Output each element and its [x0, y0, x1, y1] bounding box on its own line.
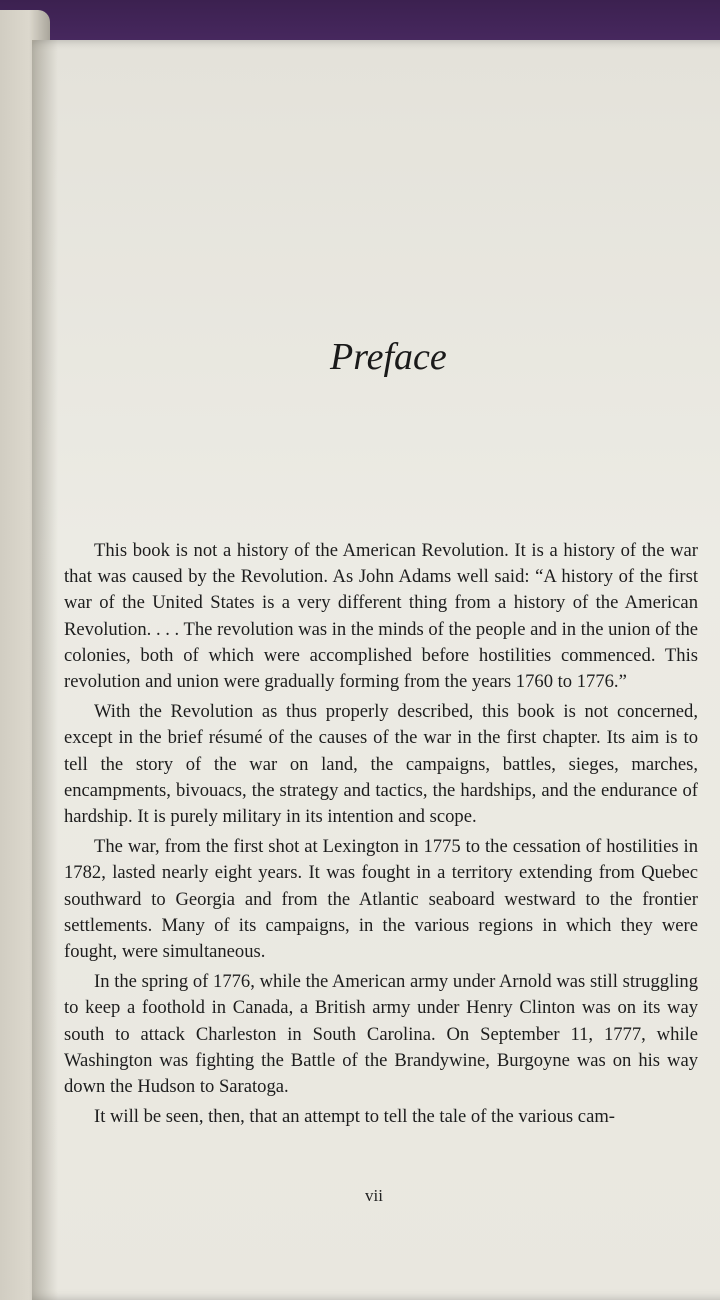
page-title: Preface — [330, 336, 447, 378]
paragraph-4: In the spring of 1776, while the American army under Arnold was still struggling to keep a foothold in Canada, a British army under Henry Clinton was on its way south to attack Charleston in South Carolina. On September 11, 1777, while Washington was fighting the Battle of the Brandywine, Burgoyne was on his way down the Hudson to Saratoga. — [64, 971, 698, 1098]
page-gutter-shadow — [32, 40, 58, 1300]
page-number: vii — [365, 1186, 383, 1205]
paragraph-1: This book is not a history of the American Revolution. It is a history of the war that was caused by the Revolution. As John Adams well said: “A history of the first war of the United States is a very different thing from a history of the American Revolution. . . . The revolution was in the minds of the people and in the union of the colonies, both of which were accomplished before hostilities commenced. This revolution and union were gradually forming from the years 1760 to 1776.” — [64, 540, 698, 693]
paragraph-3: The war, from the first shot at Lexington in 1775 to the cessation of hostilities in 1782, lasted nearly eight years. It was fought in a territory extending from Quebec southward to Georgia and from the Atlantic seaboard westward to the frontier settlements. Many of its campaigns, in the various regions in which they were fought, were simultaneous. — [64, 836, 698, 963]
paragraph-5: It will be seen, then, that an attempt to tell the tale of the various cam- — [94, 1106, 615, 1128]
paragraph-2: With the Revolution as thus properly described, this book is not concerned, except in the brief résumé of the causes of the war in the first chapter. Its aim is to tell the story of the war on land, the campaigns, battles, sieges, marches, encampments, bivouacs, the strategy and tactics, the hardships, and the endurance of hardship. It is purely military in its intention and scope. — [64, 701, 698, 828]
preface-body — [64, 538, 698, 1130]
